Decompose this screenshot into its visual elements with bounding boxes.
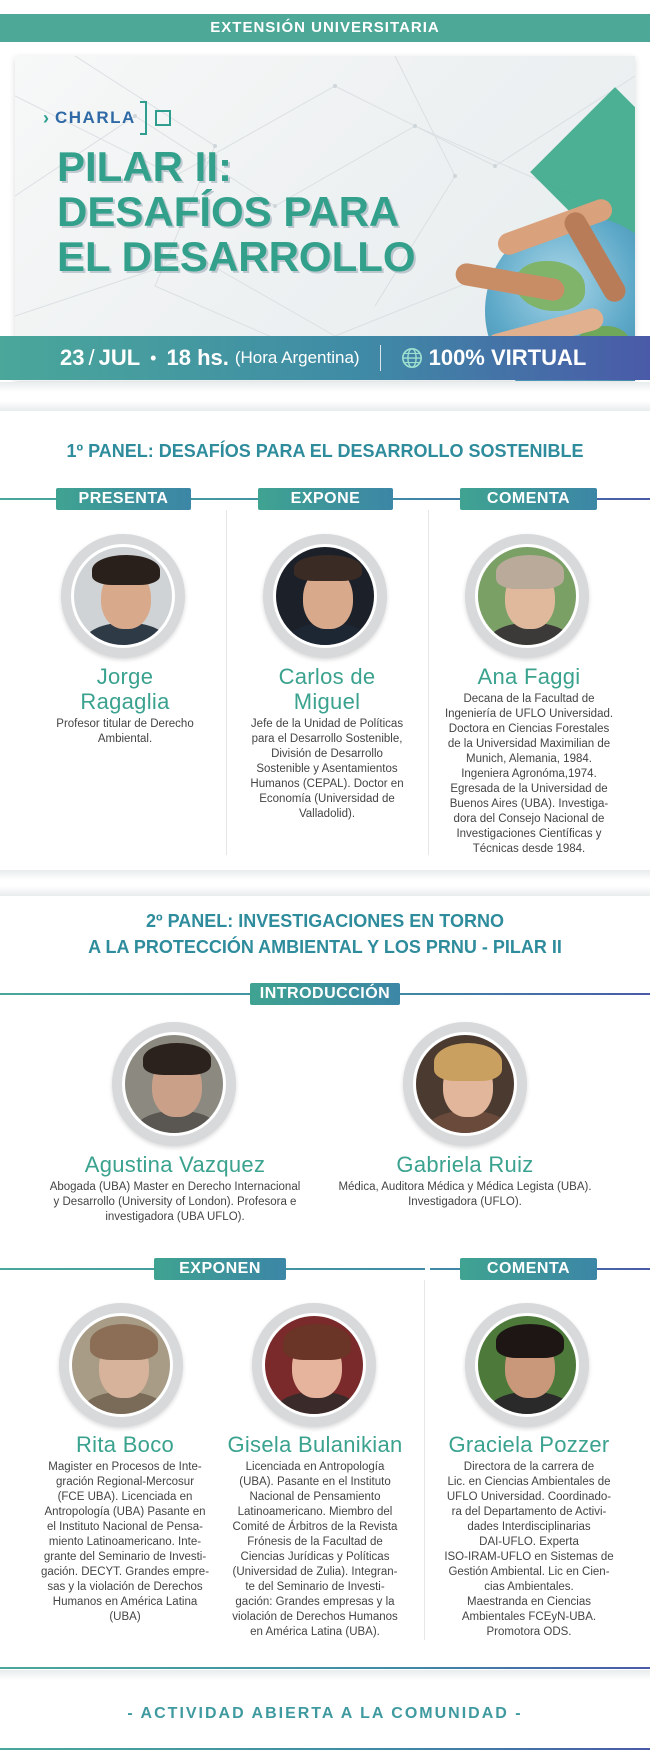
hero-banner (15, 56, 635, 381)
avatar-gabriela-ruiz (403, 1022, 527, 1146)
role-comenta: COMENTA (460, 488, 597, 510)
event-timezone: (Hora Argentina) (234, 348, 360, 367)
section-shadow (0, 382, 650, 392)
avatar-ana-faggi (465, 534, 589, 658)
date-day: 23 (60, 345, 85, 370)
avatar-graciela-pozzer (465, 1303, 589, 1427)
hero-title-line: PILAR II: (57, 143, 232, 190)
person-description: Decana de la Facultad de Ingeniería de UFLO Universidad. Doctora en Ciencias Forestales de la Universidad Maximilian de Munich, Alemania, 1984. Ingeniera Agronóma,1974. Egresada de la Universidad de Buenos Aires (UBA). Investiga- dora del Consejo Nacional de Investigaciones Científicas y Técnicas desde 1984. (444, 693, 614, 855)
role-introduccion: INTRODUCCIÓN (250, 983, 400, 1005)
person-description: Directora de la carrera de Lic. en Ciencias Ambientales de UFLO Universidad. Coordinado- ra del Departamento de Activi- dades Interdisciplinarias DAI-UFLO. Experta ISO-IRAM-UFLO en Sistemas de Gestión Ambiental. Lic en Cien- cias Ambientales. Maestranda en Ciencias Ambientales FCEyN-UBA. Promotora ODS. (444, 1461, 614, 1638)
panel1-title: 1º PANEL: DESAFÍOS PARA EL DESARROLLO SOSTENIBLE (66, 441, 584, 461)
panel2-title: 2º PANEL: INVESTIGACIONES EN TORNO A LA PROTECCIÓN AMBIENTAL Y LOS PRNU - PILAR II (88, 911, 562, 957)
person-name: Gisela Bulanikian (227, 1432, 403, 1457)
footer-line-top (0, 1667, 650, 1669)
person-description: Magister en Procesos de Inte- gración Regional-Mercosur (FCE UBA). Licenciada en Antropología (UBA) Pasante en el Instituto Nacional de Pensa- miento Latinoamericano. Inte- grante del Seminario de Investi- gación. DECYT. Grandes empre- sas y la violación de Derechos Humanos en América Latina (UBA) (40, 1461, 210, 1623)
hero-title (57, 144, 417, 279)
hero-title-line: EL DESARROLLO (57, 233, 416, 280)
footer-line-bottom (0, 1748, 650, 1750)
section-shadow (0, 870, 650, 880)
person-description: Médica, Auditora Médica y Médica Legista (UBA). Investigadora (UFLO). (338, 1181, 592, 1208)
section-shadow (0, 886, 650, 896)
avatar-rita-boco (59, 1303, 183, 1427)
hero-title-line: DESAFÍOS PARA (57, 188, 400, 235)
globe-icon (401, 347, 423, 369)
date-divider (380, 345, 381, 371)
role-exponen: EXPONEN (154, 1258, 286, 1280)
section-shadow (0, 1670, 650, 1680)
charla-label: CHARLA (55, 108, 136, 127)
avatar-gisela-bulanikian (252, 1303, 376, 1427)
person-name: Carlos de Miguel (278, 664, 376, 714)
charla-tag (43, 101, 171, 135)
person-name: Gabriela Ruiz (396, 1152, 534, 1177)
person-name: Jorge Ragaglia (80, 664, 170, 714)
date-bar (0, 336, 650, 380)
role-expone: EXPONE (258, 488, 393, 510)
chevron-right-icon: › (43, 107, 49, 128)
footer-text: - ACTIVIDAD ABIERTA A LA COMUNIDAD - (127, 1705, 523, 1722)
top-bar: EXTENSIÓN UNIVERSITARIA (0, 14, 650, 42)
person-description: Profesor titular de Derecho Ambiental. (56, 718, 194, 745)
person-name: Agustina Vazquez (84, 1152, 266, 1177)
person-description: Licenciada en Antropología (UBA). Pasante en el Instituto Nacional de Pensamiento Latinoamericano. Miembro del Comité de Árbitros de la Revista Frónesis de la Facultad de Ciencias Jurídicas y Políticas (Universidad de Zulia). Integran- te del Seminario de Investi- gación: Grandes empresas y la violación de Derechos Humanos en América Latina (UBA). (232, 1461, 398, 1638)
bracket-decoration (140, 101, 147, 135)
role-comenta: COMENTA (460, 1258, 597, 1280)
section-shadow (0, 401, 650, 411)
date-slash: / (88, 345, 95, 370)
person-name: Ana Faggi (477, 664, 581, 689)
separator-dot: • (150, 347, 157, 368)
person-name: Graciela Pozzer (448, 1432, 610, 1457)
square-decoration (155, 110, 171, 126)
role-presenta: PRESENTA (56, 488, 191, 510)
avatar-agustina-vazquez (112, 1022, 236, 1146)
person-description: Jefe de la Unidad de Políticas para el Desarrollo Sostenible, División de Desarrollo Sostenible y Asentamientos Humanos (CEPAL). Doctor en Economía (Universidad de Valladolid). (250, 718, 404, 820)
avatar-jorge-ragaglia (61, 534, 185, 658)
avatar-carlos-de-miguel (263, 534, 387, 658)
person-description: Abogada (UBA) Master en Derecho Internacional y Desarrollo (University of London). Profesora e investigadora (UBA UFLO). (49, 1181, 301, 1223)
event-time: 18 hs. (166, 345, 229, 370)
person-name: Rita Boco (75, 1432, 175, 1457)
date-month: JUL (98, 345, 141, 370)
event-mode: 100% VIRTUAL (428, 345, 587, 370)
